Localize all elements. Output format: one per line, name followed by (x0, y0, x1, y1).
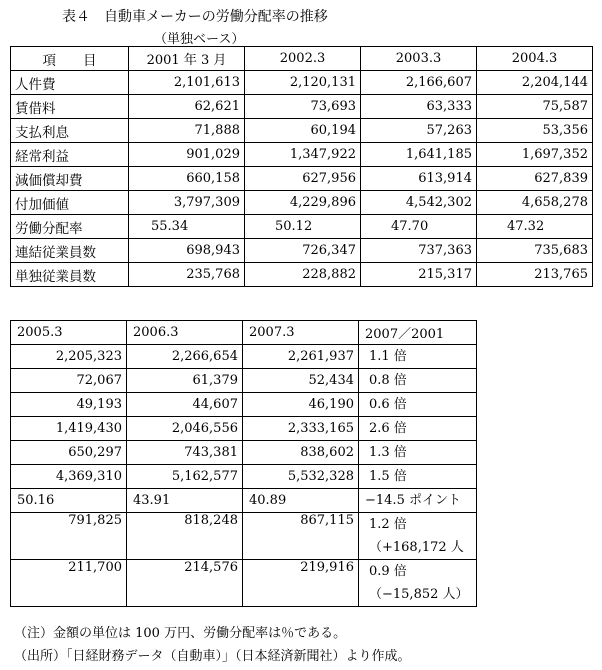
table-row (11, 119, 593, 143)
ratio-cell (359, 345, 477, 369)
table-cell: 2,166,607 (361, 71, 477, 95)
table-cell: 60,194 (245, 119, 361, 143)
row-label: 減価償却費 (11, 167, 129, 191)
table-cell: 57,263 (361, 119, 477, 143)
table-cell: 2,101,613 (129, 71, 245, 95)
labor-share-table-2001-2004 (10, 46, 593, 287)
table-cell: 698,943 (129, 239, 245, 263)
table-cell: 2,205,323 (11, 345, 127, 369)
table-cell: 40.89 (243, 489, 359, 513)
table-cell: 627,839 (477, 167, 593, 191)
ratio-cell (359, 465, 477, 489)
table-cell: 53,356 (477, 119, 593, 143)
row-label: 付加価値 (11, 191, 129, 215)
table-row (11, 369, 477, 393)
table-cell: 4,658,278 (477, 191, 593, 215)
row-label: 支払利息 (11, 119, 129, 143)
table-cell: 901,029 (129, 143, 245, 167)
ratio-text: 1.3 倍 (369, 445, 407, 460)
table-cell: 50.16 (11, 489, 127, 513)
table-cell: 650,297 (11, 441, 127, 465)
table-cell: 215,317 (361, 263, 477, 287)
ratio-cell (359, 369, 477, 393)
table-cell: 1,697,352 (477, 143, 593, 167)
table-cell: 47.70 (361, 215, 477, 239)
table-cell: 2,120,131 (245, 71, 361, 95)
ratio-text: 1.1 倍 (369, 349, 407, 364)
column-header: 2001 年 3 月 (129, 47, 245, 71)
ratio-text: （−15,852 人） (369, 587, 469, 602)
table-cell: 3,797,309 (129, 191, 245, 215)
table-cell: 4,369,310 (11, 465, 127, 489)
table-cell: 627,956 (245, 167, 361, 191)
table-header-row (11, 321, 477, 345)
table-row (11, 71, 593, 95)
column-header: 2006.3 (127, 321, 243, 345)
table-cell: 867,115 (243, 513, 359, 560)
table-cell: 4,229,896 (245, 191, 361, 215)
table-cell: 61,379 (127, 369, 243, 393)
table-cell: 219,916 (243, 560, 359, 607)
table-cell: 791,825 (11, 513, 127, 560)
column-header: 2007／2001 (359, 321, 477, 345)
column-header: 2002.3 (245, 47, 361, 71)
table-subtitle: （単独ベース） (154, 32, 245, 47)
ratio-text: （+168,172 人 (369, 540, 464, 555)
table-cell: 660,158 (129, 167, 245, 191)
ratio-cell (359, 489, 477, 513)
column-header: 2004.3 (477, 47, 593, 71)
table-cell: 62,621 (129, 95, 245, 119)
table-cell: 72,067 (11, 369, 127, 393)
table-cell: 211,700 (11, 560, 127, 607)
table-row (11, 560, 477, 607)
ratio-text: 2.6 倍 (369, 421, 407, 436)
table-cell: 2,333,165 (243, 417, 359, 441)
table-cell: 49,193 (11, 393, 127, 417)
note-units: （注）金額の単位は 100 万円、労働分配率は％である。 (14, 626, 347, 641)
table-cell: 2,261,937 (243, 345, 359, 369)
ratio-cell (359, 513, 477, 560)
ratio-cell (359, 560, 477, 607)
table-cell: 726,347 (245, 239, 361, 263)
table-cell: 63,333 (361, 95, 477, 119)
table-row (11, 239, 593, 263)
ratio-text: −14.5 ポイント (365, 493, 461, 508)
table-cell: 228,882 (245, 263, 361, 287)
table-row (11, 191, 593, 215)
ratio-cell (359, 393, 477, 417)
table-cell: 743,381 (127, 441, 243, 465)
row-label: 単独従業員数 (11, 263, 129, 287)
row-label: 賃借料 (11, 95, 129, 119)
table-cell: 735,683 (477, 239, 593, 263)
table-row (11, 417, 477, 441)
table-row (11, 465, 477, 489)
ratio-text: 0.9 倍 (369, 564, 407, 579)
table-cell: 5,532,328 (243, 465, 359, 489)
table-row (11, 167, 593, 191)
row-label: 連結従業員数 (11, 239, 129, 263)
table-cell: 43.91 (127, 489, 243, 513)
table-cell: 46,190 (243, 393, 359, 417)
table-row (11, 215, 593, 239)
ratio-text: 1.5 倍 (369, 469, 407, 484)
table-cell: 235,768 (129, 263, 245, 287)
row-label: 人件費 (11, 71, 129, 95)
row-label: 労働分配率 (11, 215, 129, 239)
table-row (11, 345, 477, 369)
table-cell: 737,363 (361, 239, 477, 263)
table-cell: 50.12 (245, 215, 361, 239)
table-row (11, 393, 477, 417)
ratio-text: 0.6 倍 (369, 397, 407, 412)
table-cell: 213,765 (477, 263, 593, 287)
table-cell: 71,888 (129, 119, 245, 143)
column-header: 項 目 (11, 47, 129, 71)
table-cell: 613,914 (361, 167, 477, 191)
table-row (11, 95, 593, 119)
table-row (11, 143, 593, 167)
table-header-row (11, 47, 593, 71)
table-cell: 52,434 (243, 369, 359, 393)
table-cell: 75,587 (477, 95, 593, 119)
table-row (11, 513, 477, 560)
ratio-text: 1.2 倍 (369, 517, 407, 532)
labor-share-table-2005-2007 (10, 320, 477, 607)
table-cell: 5,162,577 (127, 465, 243, 489)
column-header: 2005.3 (11, 321, 127, 345)
table-cell: 2,204,144 (477, 71, 593, 95)
table-cell: 2,046,556 (127, 417, 243, 441)
table-cell: 818,248 (127, 513, 243, 560)
table-cell: 4,542,302 (361, 191, 477, 215)
column-header: 2003.3 (361, 47, 477, 71)
column-header: 2007.3 (243, 321, 359, 345)
table-row (11, 441, 477, 465)
table-cell: 55.34 (129, 215, 245, 239)
table-row (11, 489, 477, 513)
table-title: 表４ 自動車メーカーの労働分配率の推移 (62, 9, 328, 25)
ratio-cell (359, 417, 477, 441)
table-cell: 214,576 (127, 560, 243, 607)
table-cell: 44,607 (127, 393, 243, 417)
table-cell: 1,419,430 (11, 417, 127, 441)
table-cell: 1,347,922 (245, 143, 361, 167)
table-row (11, 263, 593, 287)
table-cell: 2,266,654 (127, 345, 243, 369)
ratio-text: 0.8 倍 (369, 373, 407, 388)
table-cell: 838,602 (243, 441, 359, 465)
row-label: 経常利益 (11, 143, 129, 167)
ratio-cell (359, 441, 477, 465)
table-cell: 1,641,185 (361, 143, 477, 167)
table-cell: 73,693 (245, 95, 361, 119)
note-source: （出所）「日経財務データ（自動車）」（日本経済新聞社）より作成。 (14, 649, 411, 664)
table-cell: 47.32 (477, 215, 593, 239)
